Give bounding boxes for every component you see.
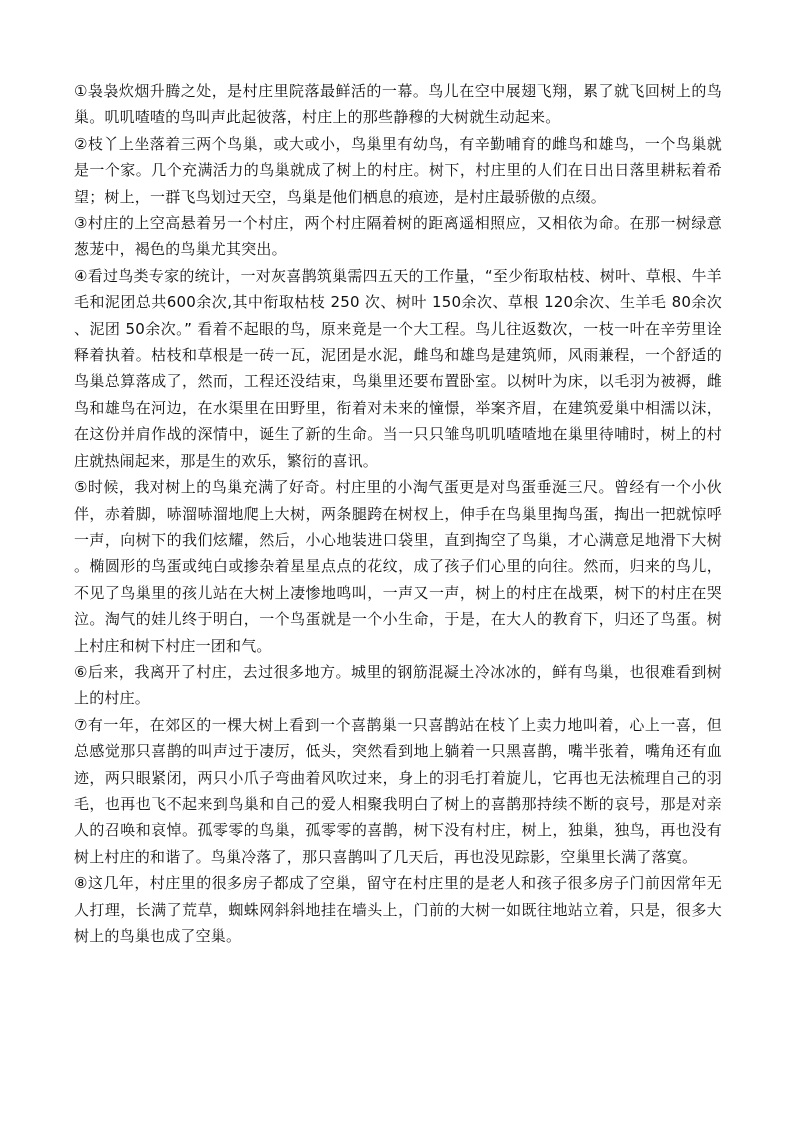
paragraph-5: ⑤时候，我对树上的鸟巢充满了好奇。村庄里的小淘气蛋更是对鸟蛋垂涎三尺。曾经有一个小伙伴，赤着脚，哧溜哧溜地爬上大树，两条腿跨在树杈上，伸手在鸟巢里掏鸟蛋，掏出一把就惊呼一声，向树下的我们炫耀，然后，小心地装进口袋里，直到掏空了鸟巢，才心满意足地滑下大树。椭圆形的鸟蛋或纯白或掺杂着星星点点的花纹，成了孩子们心里的向往。然而，归来的鸟儿，不见了鸟巢里的孩儿站在大树上凄惨地鸣叫，一声又一声，树上的村庄在战栗，树下的村庄在哭泣。淘气的娃儿终于明白，一个鸟蛋就是一个小生命，于是，在大人的教育下，归还了鸟蛋。树上村庄和树下村庄一团和气。 bbox=[74, 478, 722, 655]
paragraph-8: ⑧这几年，村庄里的很多房子都成了空巢，留守在村庄里的是老人和孩子很多房子门前因常年无人打理，长满了荒草，蜘蛛网斜斜地挂在墙头上，门前的大树一如既往地站立着，只是，很多大树上的鸟巢也成了空巢。 bbox=[74, 874, 722, 945]
paragraph-6: ⑥后来，我离开了村庄，去过很多地方。城里的钢筋混凝土冷冰冰的，鲜有鸟巢，也很难看到树上的村庄。 bbox=[74, 662, 722, 708]
paragraph-7: ⑦有一年，在郊区的一棵大树上看到一个喜鹊巢一只喜鹊站在枝丫上卖力地叫着，心上一喜，但总感觉那只喜鹊的叫声过于凄厉，低头，突然看到地上躺着一只黑喜鹊，嘴半张着，嘴角还有血迹，两只眼紧闭，两只小爪子弯曲着风吹过来，身上的羽毛打着旋儿，它再也无法梳理自己的羽毛，也再也飞不起来到鸟巢和自己的爱人相聚我明白了树上的喜鹊那持续不断的哀号，那是对亲人的召唤和哀悼。孤零零的鸟巢，孤零零的喜鹊，树下没有村庄，树上，独巢，独鸟，再也没有树上村庄的和谐了。鸟巢冷落了，那只喜鹊叫了几天后，再也没见踪影，空巢里长满了落寞。 bbox=[74, 715, 722, 866]
paragraph-2: ②枝丫上坐落着三两个鸟巢，或大或小，鸟巢里有幼鸟，有辛勤哺育的雌鸟和雄鸟，一个鸟巢就是一个家。几个充满活力的鸟巢就成了树上的村庄。树下，村庄里的人们在日出日落里耕耘着希望；树上，一群飞鸟划过天空，鸟巢是他们栖息的痕迹，是村庄最骄傲的点缀。 bbox=[74, 134, 722, 206]
paragraph-1: ①袅袅炊烟升腾之处，是村庄里院落最鲜活的一幕。鸟儿在空中展翅飞翔，累了就飞回树上的鸟巢。叽叽喳喳的鸟叫声此起彼落，村庄上的那些静穆的大树就生动起来。 bbox=[74, 82, 722, 127]
paragraph-4: ④看过鸟类专家的统计，一对灰喜鹊筑巢需四五天的工作量，“至少衔取枯枝、树叶、草根、牛羊毛和泥团总共600余次,其中衔取枯枝 250 次、树叶 150余次、草根 120余次、生羊毛 80余次、泥团 50余次。” 看着不起眼的鸟，原来竟是一个大工程。鸟儿往返数次，一枝一叶在辛劳里诠释着执着。枯枝和草根是一砖一瓦，泥团是水泥，雌鸟和雄鸟是建筑师，风雨兼程，一个舒适的鸟巢总算落成了，然而，工程还没结束，鸟巢里还要布置卧室。以树叶为床，以毛羽为被褥，雌鸟和雄鸟在河边，在水渠里在田野里，衔着对未来的憧憬，举案齐眉，在建筑爱巢中相濡以沫，在这份并肩作战的深情中，诞生了新的生命。当一只只雏鸟叽叽喳喳地在巢里待哺时，树上的村庄就热闹起来，那是生的欢乐，繁衍的喜讯。 bbox=[74, 266, 722, 470]
paragraph-3: ③村庄的上空高悬着另一个村庄，两个村庄隔着树的距离遥相照应，又相依为命。在那一树绿意葱茏中，褐色的鸟巢尤其突出。 bbox=[74, 214, 722, 259]
article-body bbox=[74, 78, 722, 949]
